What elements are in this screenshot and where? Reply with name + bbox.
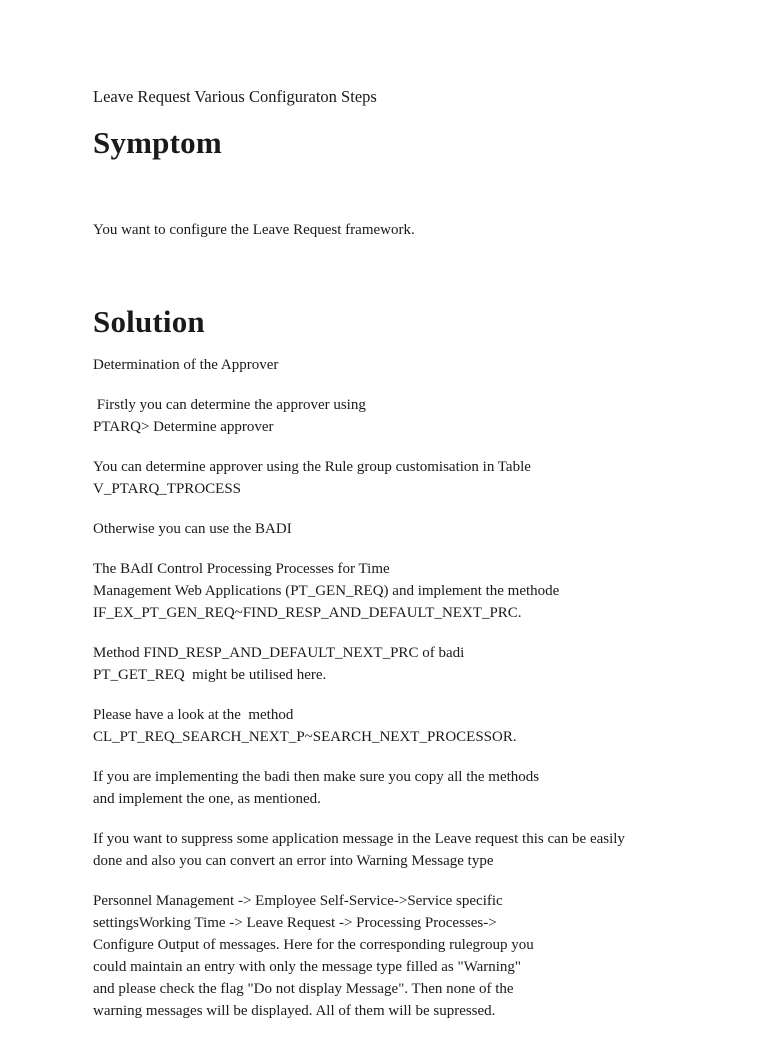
paragraph-line: V_PTARQ_TPROCESS: [93, 481, 242, 497]
paragraph-line: Method FIND_RESP_AND_DEFAULT_NEXT_PRC of badi: [93, 645, 465, 661]
paragraph-line: PT_GET_REQ might be utilised here.: [93, 667, 327, 683]
solution-paragraph: [93, 766, 733, 810]
solution-paragraph: [93, 354, 733, 376]
solution-body: [93, 354, 733, 1022]
paragraph-line: warning messages will be displayed. All of them will be supressed.: [93, 1003, 496, 1019]
paragraph-line: PTARQ> Determine approver: [93, 419, 274, 435]
paragraph-line: The BAdI Control Processing Processes for Time: [93, 561, 390, 577]
solution-paragraph: [93, 456, 733, 500]
paragraph-line: Management Web Applications (PT_GEN_REQ) and implement the methode: [93, 583, 560, 599]
paragraph-line: You can determine approver using the Rule group customisation in Table: [93, 459, 531, 475]
paragraph-line: Personnel Management -> Employee Self-Service->Service specific: [93, 893, 503, 909]
symptom-text: [93, 175, 733, 285]
solution-paragraph: [93, 518, 733, 540]
solution-paragraph: [93, 394, 733, 438]
paragraph-line: If you are implementing the badi then make sure you copy all the methods: [93, 769, 540, 785]
document-title: Leave Request Various Configuraton Steps: [93, 87, 377, 106]
symptom-text-line: You want to configure the Leave Request framework.: [93, 222, 415, 238]
solution-heading: Solution: [93, 304, 205, 339]
paragraph-line: could maintain an entry with only the message type filled as "Warning": [93, 959, 522, 975]
paragraph-line: CL_PT_REQ_SEARCH_NEXT_P~SEARCH_NEXT_PROCESSOR.: [93, 729, 517, 745]
paragraph-line: Please have a look at the method: [93, 707, 294, 723]
paragraph-line: done and also you can convert an error into Warning Message type: [93, 853, 494, 869]
paragraph-line: If you want to suppress some application message in the Leave request this can be easily: [93, 831, 625, 847]
solution-paragraph: [93, 890, 733, 1022]
paragraph-line: and implement the one, as mentioned.: [93, 791, 321, 807]
solution-paragraph: [93, 704, 733, 748]
paragraph-line: settingsWorking Time -> Leave Request -> Processing Processes->: [93, 915, 497, 931]
paragraph-line: Determination of the Approver: [93, 357, 279, 373]
paragraph-line: Configure Output of messages. Here for the corresponding rulegroup you: [93, 937, 534, 953]
paragraph-line: Otherwise you can use the BADI: [93, 521, 292, 537]
symptom-heading: Symptom: [93, 125, 222, 160]
paragraph-line: and please check the flag "Do not display Message". Then none of the: [93, 981, 514, 997]
document-page: [93, 86, 733, 1040]
paragraph-line: IF_EX_PT_GEN_REQ~FIND_RESP_AND_DEFAULT_NEXT_PRC.: [93, 605, 522, 621]
solution-paragraph: [93, 558, 733, 624]
solution-paragraph: [93, 642, 733, 686]
solution-paragraph: [93, 828, 733, 872]
paragraph-line: Firstly you can determine the approver using: [93, 397, 366, 413]
